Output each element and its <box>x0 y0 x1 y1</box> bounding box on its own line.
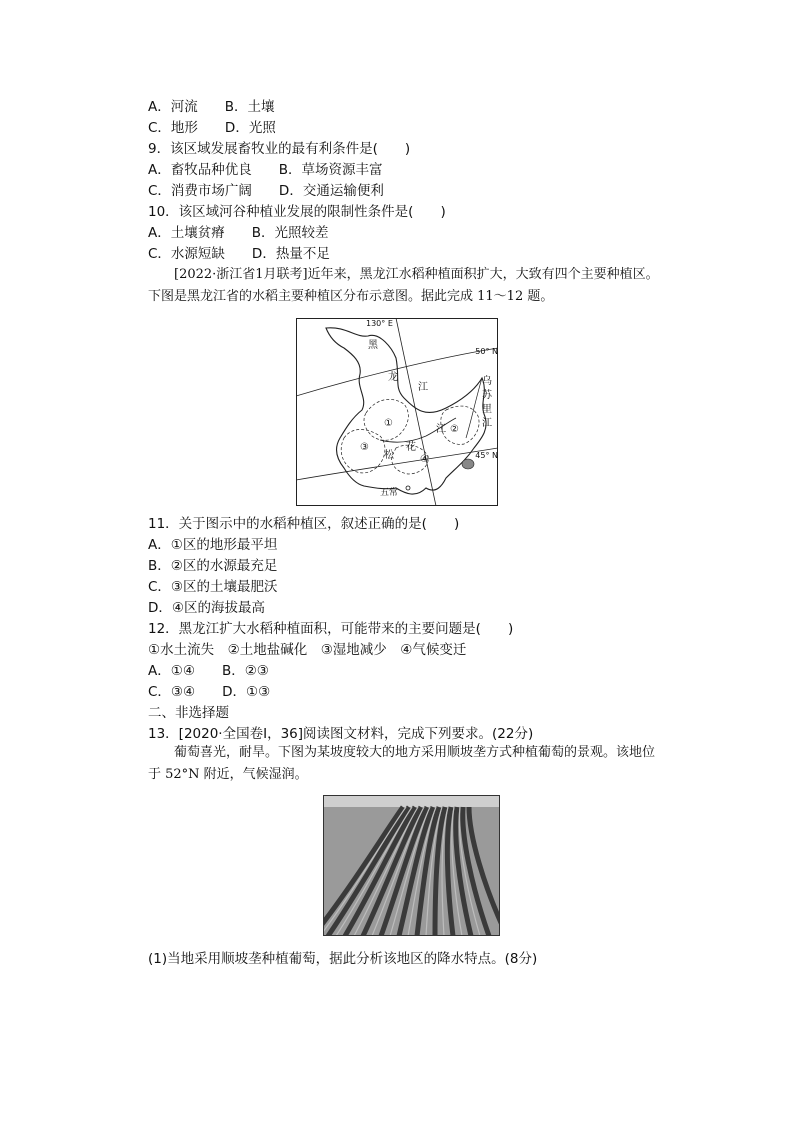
map-char: 里 <box>482 404 492 415</box>
map-char: 黑 <box>368 340 378 351</box>
question-9: 9．该区域发展畜牧业的最有利条件是( ) <box>148 141 411 157</box>
lat45-label: 45° N <box>475 451 498 460</box>
map-char: 松 <box>384 450 394 461</box>
question-12: 12．黑龙江扩大水稻种植面积，可能带来的主要问题是( ) <box>148 621 514 637</box>
option-line: A．土壤贫瘠 B．光照较差 <box>148 225 329 241</box>
map-char: 花 <box>406 442 416 453</box>
map-char: 龙 <box>388 372 398 383</box>
lon-label: 130° E <box>366 319 393 328</box>
option-line: A．河流 B．土壤 <box>148 99 275 115</box>
q13-paragraph: 葡萄喜光，耐旱。下图为某坡度较大的地方采用顺坡垄方式种植葡萄的景观。该地位于 52°N 附近，气候湿润。 <box>148 745 656 782</box>
option-line: A．①④ B．②③ <box>148 663 269 679</box>
option-line: A．畜牧品种优良 B．草场资源丰富 <box>148 162 383 178</box>
question-13: 13．[2020·全国卷Ⅰ，36]阅读图文材料，完成下列要求。(22分) <box>148 726 534 742</box>
sub-question-1: (1)当地采用顺坡垄种植葡萄，据此分析该地区的降水特点。(8分) <box>148 951 538 967</box>
wuchang-label: 五常 <box>380 488 399 498</box>
rice-area-map <box>296 318 498 506</box>
lat50-label: 50° N <box>475 347 498 356</box>
option-line: C．消费市场广阔 D．交通运输便利 <box>148 183 384 199</box>
question-10: 10．该区域河谷种植业发展的限制性条件是( ) <box>148 204 446 220</box>
section-heading: 二、非选择题 <box>148 705 229 721</box>
zone-2: ② <box>450 424 459 435</box>
vineyard-photo <box>323 795 500 936</box>
option-line: A．①区的地形最平坦 <box>148 537 278 553</box>
zone-1: ① <box>384 418 393 429</box>
option-line: B．②区的水源最充足 <box>148 558 278 574</box>
option-line: C．地形 D．光照 <box>148 120 276 136</box>
zone-3: ③ <box>360 442 369 453</box>
zone-4: ④ <box>420 454 429 465</box>
map-char: 江 <box>482 418 492 429</box>
map-char: 江 <box>436 424 446 435</box>
option-statements: ①水土流失 ②土地盐碱化 ③湿地减少 ④气候变迁 <box>148 642 467 658</box>
option-line: C．③区的土壤最肥沃 <box>148 579 278 595</box>
intro-paragraph: [2022·浙江省1月联考]近年来，黑龙江水稻种植面积扩大，大致有四个主要种植区。下图是黑龙江省的水稻主要种植区分布示意图。据此完成 11～12 题。 <box>148 267 659 304</box>
question-11: 11．关于图示中的水稻种植区，叙述正确的是( ) <box>148 516 460 532</box>
map-char: 江 <box>418 382 428 393</box>
option-line: C．③④ D．①③ <box>148 684 271 700</box>
map-char: 苏 <box>482 390 492 401</box>
map-char: 乌 <box>482 376 492 387</box>
option-line: D．④区的海拔最高 <box>148 600 265 616</box>
option-line: C．水源短缺 D．热量不足 <box>148 246 330 262</box>
